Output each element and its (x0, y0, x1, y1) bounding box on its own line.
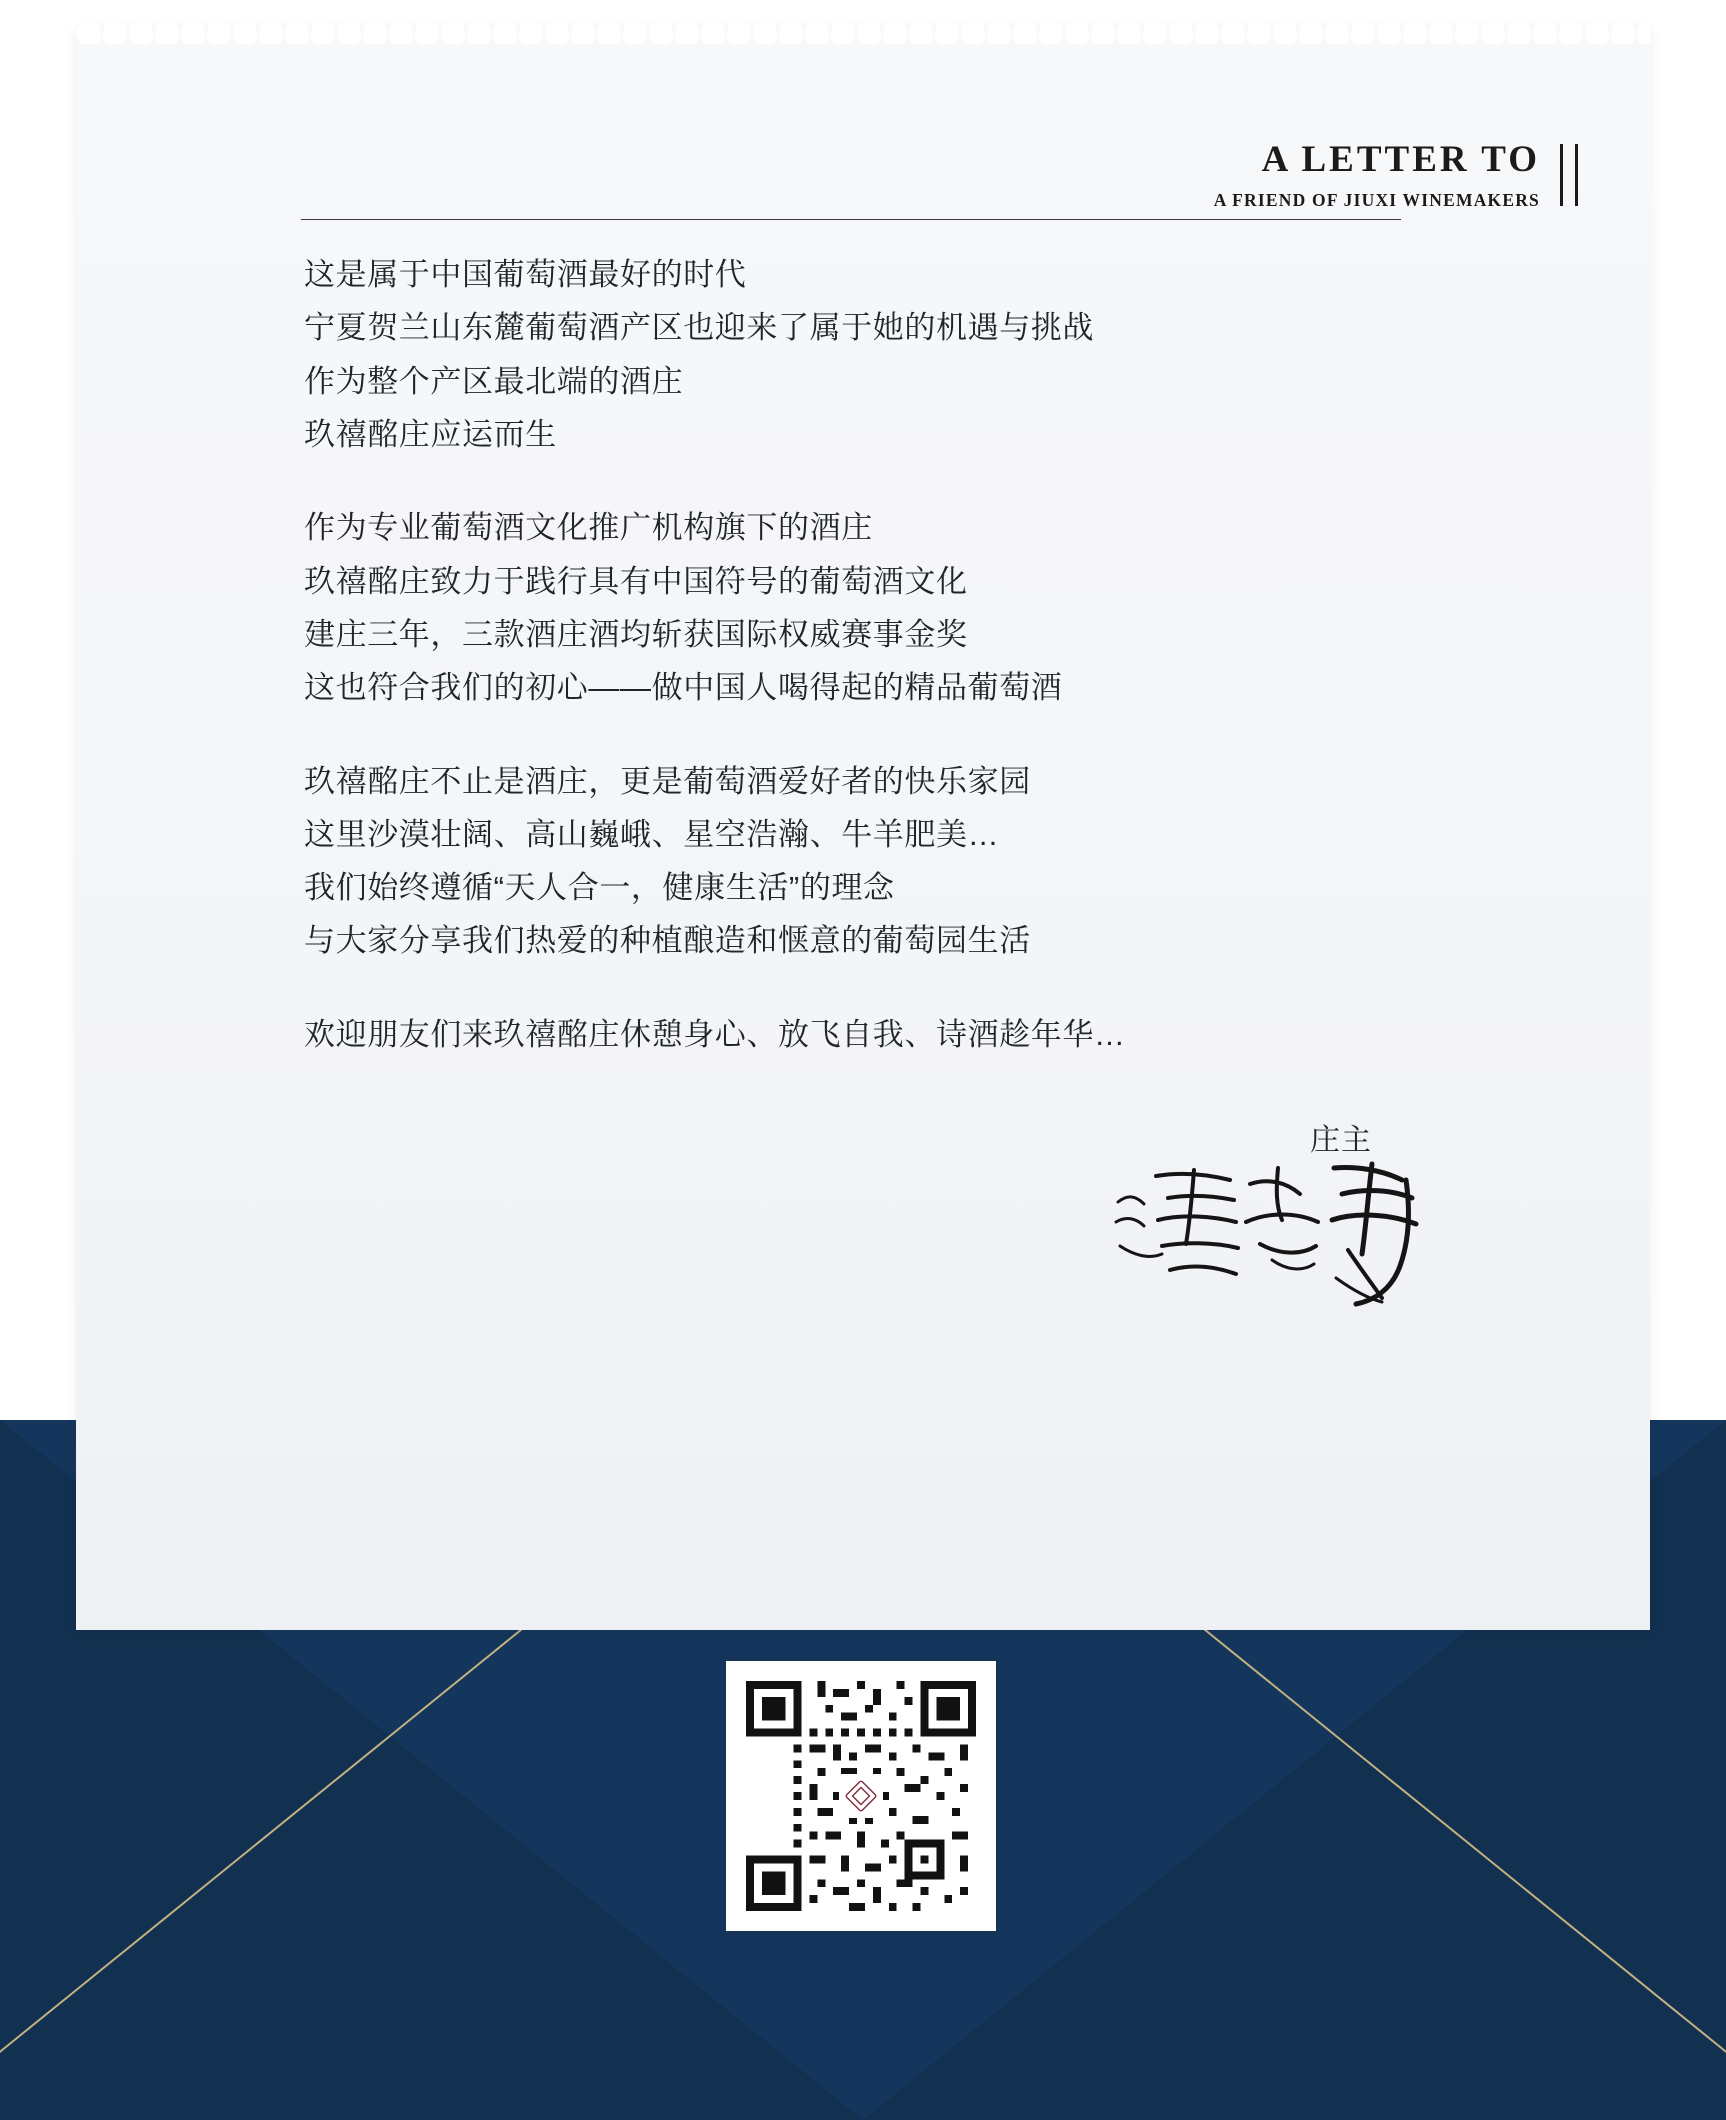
letter-header-row (1214, 140, 1578, 211)
paragraph-line: 这是属于中国葡萄酒最好的时代 (304, 257, 747, 292)
paragraph-line: 与大家分享我们热爱的种植酿造和惬意的葡萄园生活 (304, 923, 1031, 959)
letter-header (1214, 140, 1578, 211)
signature-mark (1110, 1150, 1440, 1320)
paragraph-line: 玖禧酩庄不止是酒庄，更是葡萄酒爱好者的快乐家园 (304, 763, 1031, 799)
paragraph-4 (304, 1008, 1504, 1061)
letter-body (304, 248, 1504, 1061)
signature-label: 庄主 (1310, 1124, 1372, 1157)
paper-scallop-edge (76, 18, 1650, 44)
double-bar-ornament-icon (1560, 144, 1578, 206)
qr-center-logo (839, 1774, 883, 1818)
paragraph-line: 玖禧酩庄应运而生 (304, 416, 557, 452)
qr-code-card[interactable] (726, 1661, 996, 1931)
paragraph-line: 这也符合我们的初心——做中国人喝得起的精品葡萄酒 (304, 670, 1063, 706)
letter-paper (76, 30, 1650, 1630)
page-subtitle: A FRIEND OF JIUXI WINEMAKERS (1213, 189, 1540, 210)
header-divider (301, 219, 1401, 220)
paragraph-line: 建庄三年，三款酒庄酒均斩获国际权威赛事金奖 (304, 616, 968, 652)
paragraph-line: 作为整个产区最北端的酒庄 (304, 363, 684, 399)
page-title: A LETTER TO (1261, 139, 1540, 180)
paragraph-3 (304, 755, 1504, 968)
paragraph-1 (304, 248, 1504, 461)
paragraph-line: 这里沙漠壮阔、高山巍峨、星空浩瀚、牛羊肥美… (304, 816, 1000, 852)
paragraph-line: 作为专业葡萄酒文化推广机构旗下的酒庄 (304, 510, 873, 546)
paragraph-line: 我们始终遵循“天人合一，健康生活”的理念 (304, 870, 895, 906)
qr-code[interactable] (746, 1681, 976, 1911)
letter-header-texts (1214, 140, 1540, 211)
paragraph-2 (304, 501, 1504, 714)
paragraph-line: 宁夏贺兰山东麓葡萄酒产区也迎来了属于她的机遇与挑战 (304, 310, 1094, 346)
paragraph-line: 玖禧酩庄致力于践行具有中国符号的葡萄酒文化 (304, 563, 968, 599)
paragraph-line: 欢迎朋友们来玖禧酩庄休憩身心、放飞自我、诗酒趁年华… (304, 1016, 1126, 1052)
letter-content (76, 30, 1650, 1630)
